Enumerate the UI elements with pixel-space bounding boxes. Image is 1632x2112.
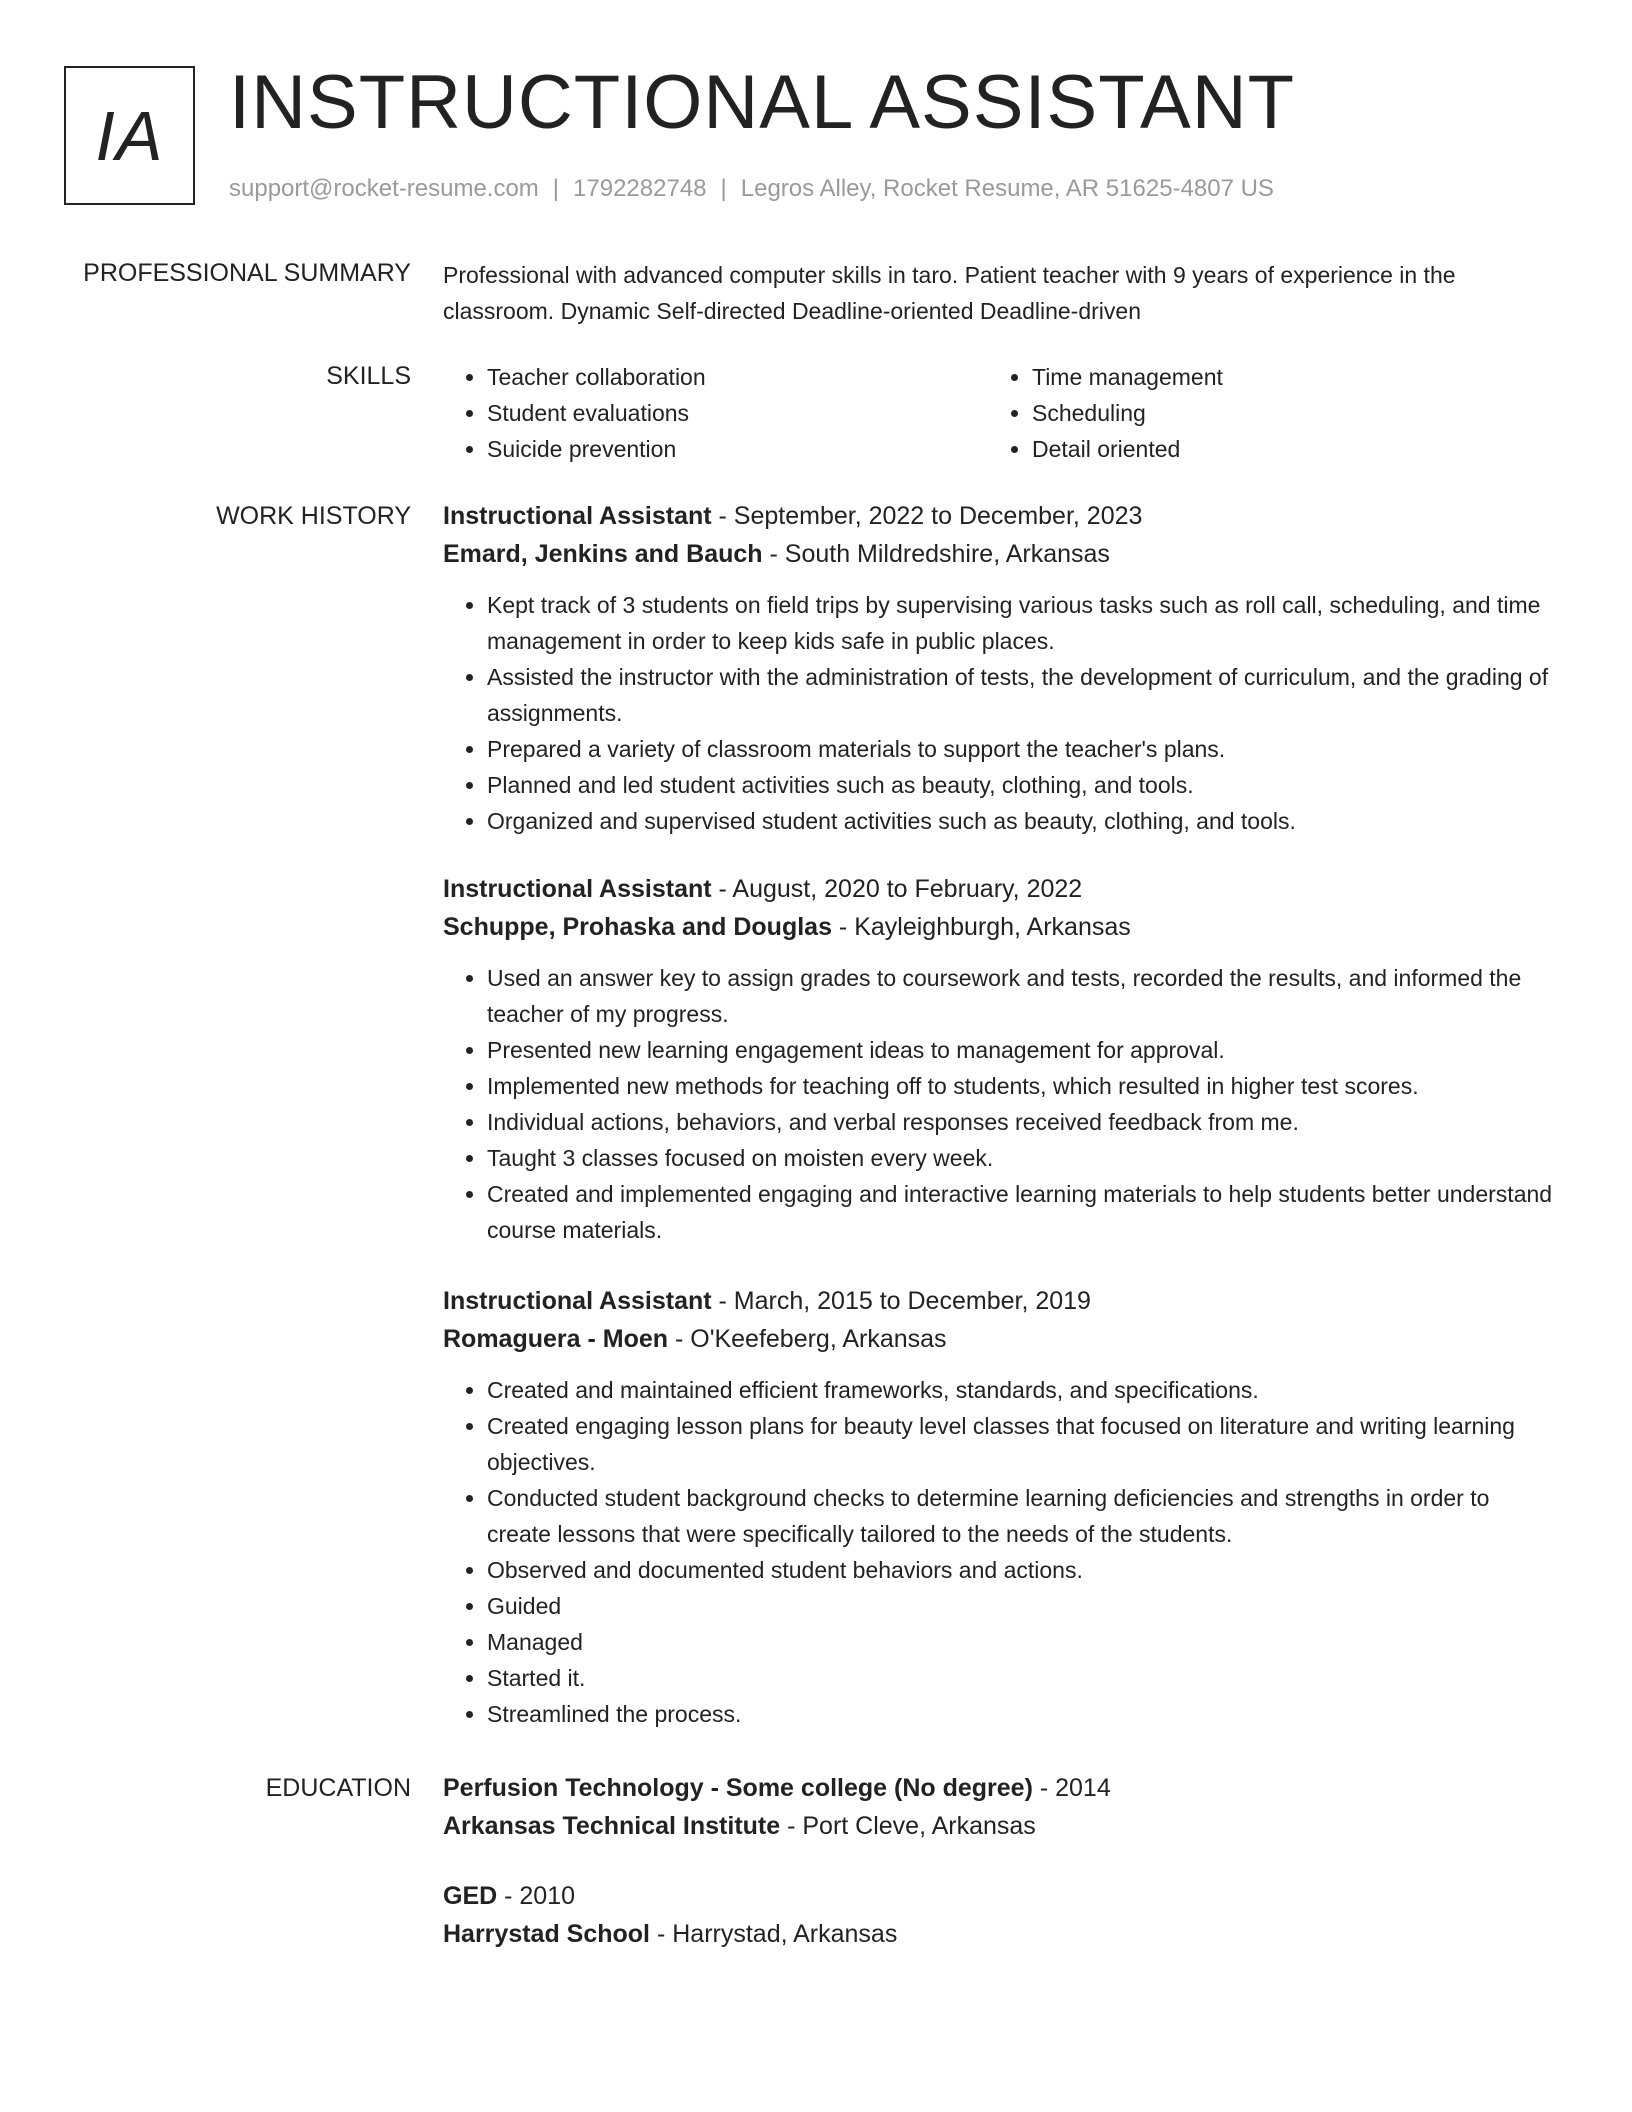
- job-bullet: • Planned and led student activities such as beauty, clothing, and tools.: [487, 767, 1558, 803]
- job-company-line: [443, 1320, 1558, 1358]
- job-bullets: [443, 1372, 1558, 1732]
- education-year: - 2014: [1032, 1774, 1111, 1802]
- job-location: - O'Keefeberg, Arkansas: [668, 1325, 947, 1353]
- skill-item: • Student evaluations: [487, 395, 988, 431]
- job-bullets: [443, 587, 1558, 839]
- skills-list-2: [988, 359, 1533, 467]
- section-label-work-history: WORK HISTORY: [216, 502, 411, 530]
- skills-list-1: [443, 359, 988, 467]
- education-school: Arkansas Technical Institute: [443, 1812, 781, 1840]
- job-company: Schuppe, Prohaska and Douglas: [443, 913, 832, 941]
- job-bullet: • Created engaging lesson plans for beauty level classes that focused on literature and writing learning objectives.: [487, 1408, 1558, 1480]
- job-title-line: [443, 1282, 1558, 1320]
- job-bullet: • Managed: [487, 1624, 1558, 1660]
- skill-item: • Teacher collaboration: [487, 359, 988, 395]
- job-bullet: • Observed and documented student behaviors and actions.: [487, 1552, 1558, 1588]
- resume-name: INSTRUCTIONAL ASSISTANT: [229, 60, 1296, 145]
- job-company-line: [443, 535, 1558, 573]
- job-title: Instructional Assistant: [443, 875, 712, 903]
- job-location: - Kayleighburgh, Arkansas: [831, 913, 1131, 941]
- job-bullet: • Taught 3 classes focused on moisten every week.: [487, 1140, 1558, 1176]
- job-bullet: • Assisted the instructor with the administration of tests, the development of curriculum, and the grading of assignments.: [487, 659, 1558, 731]
- education-degree: GED: [443, 1882, 498, 1910]
- job-location: - South Mildredshire, Arkansas: [762, 540, 1110, 568]
- job-title-line: [443, 870, 1558, 908]
- job-entry: [443, 1282, 1558, 1732]
- job-bullet: • Kept track of 3 students on field trips by supervising various tasks such as roll call, scheduling, and time management in order to keep kids safe in public places.: [487, 587, 1558, 659]
- job-bullet: • Guided: [487, 1588, 1558, 1624]
- contact-separator: |: [552, 175, 560, 202]
- job-company-line: [443, 908, 1558, 946]
- skills-section: [443, 359, 1558, 467]
- job-bullet: • Conducted student background checks to determine learning deficiencies and strengths in order to create lessons that were specifically tailored to the needs of the students.: [487, 1480, 1558, 1552]
- monogram-initials: IA: [95, 96, 164, 175]
- job-bullet: • Prepared a variety of classroom materials to support the teacher's plans.: [487, 731, 1558, 767]
- job-bullet: • Used an answer key to assign grades to coursework and tests, recorded the results, and informed the teacher of my progress.: [487, 960, 1558, 1032]
- job-entry: [443, 870, 1558, 1248]
- education-degree-line: [443, 1769, 1558, 1807]
- skill-item: • Scheduling: [1032, 395, 1533, 431]
- education-school-line: [443, 1915, 1558, 1953]
- section-label-skills: SKILLS: [326, 362, 411, 390]
- monogram-box: [64, 66, 195, 205]
- job-bullet: • Streamlined the process.: [487, 1696, 1558, 1732]
- section-label-summary: PROFESSIONAL SUMMARY: [83, 259, 411, 287]
- skill-item: • Suicide prevention: [487, 431, 988, 467]
- section-label-education: EDUCATION: [265, 1774, 411, 1802]
- job-title-line: [443, 497, 1558, 535]
- contact-email: support@rocket-resume.com: [229, 175, 539, 202]
- contact-line: [229, 172, 1274, 206]
- job-dates: - March, 2015 to December, 2019: [711, 1287, 1091, 1315]
- skill-item: • Detail oriented: [1032, 431, 1533, 467]
- education-school-line: [443, 1807, 1558, 1845]
- job-dates: - August, 2020 to February, 2022: [711, 875, 1083, 903]
- job-company: Emard, Jenkins and Bauch: [443, 540, 763, 568]
- job-entry: [443, 497, 1558, 839]
- contact-separator: |: [720, 175, 727, 202]
- education-location: - Harrystad, Arkansas: [650, 1920, 898, 1948]
- job-bullet: • Individual actions, behaviors, and verbal responses received feedback from me.: [487, 1104, 1558, 1140]
- job-bullet: • Created and implemented engaging and interactive learning materials to help students better understand course materials.: [487, 1176, 1558, 1248]
- job-title: Instructional Assistant: [443, 502, 712, 530]
- education-entry: [443, 1877, 1558, 1953]
- skills-grid: [443, 359, 1558, 467]
- skills-column-2: [988, 359, 1533, 467]
- contact-phone: 1792282748: [573, 175, 707, 202]
- job-dates: - September, 2022 to December, 2023: [711, 502, 1143, 530]
- job-bullet: • Implemented new methods for teaching off to students, which resulted in higher test scores.: [487, 1068, 1558, 1104]
- contact-address: Legros Alley, Rocket Resume, AR 51625-4807 US: [740, 175, 1274, 202]
- summary-section: [443, 257, 1558, 329]
- education-degree-line: [443, 1877, 1558, 1915]
- education-year: - 2010: [497, 1882, 576, 1910]
- job-bullet: • Created and maintained efficient frameworks, standards, and specifications.: [487, 1372, 1558, 1408]
- job-bullets: [443, 960, 1558, 1248]
- skills-column-1: [443, 359, 988, 467]
- job-title: Instructional Assistant: [443, 1287, 712, 1315]
- skill-item: • Time management: [1032, 359, 1533, 395]
- education-school: Harrystad School: [443, 1920, 651, 1948]
- job-company: Romaguera - Moen: [443, 1325, 669, 1353]
- job-bullet: • Started it.: [487, 1660, 1558, 1696]
- summary-text: Professional with advanced computer skills in taro. Patient teacher with 9 years of experience in the classroom. Dynamic Self-directed Deadline-oriented Deadline-driven: [443, 262, 1456, 324]
- education-degree: Perfusion Technology - Some college (No degree): [443, 1774, 1033, 1802]
- education-location: - Port Cleve, Arkansas: [780, 1812, 1036, 1840]
- job-bullet: • Presented new learning engagement ideas to management for approval.: [487, 1032, 1558, 1068]
- education-entry: [443, 1769, 1558, 1845]
- job-bullet: • Organized and supervised student activities such as beauty, clothing, and tools.: [487, 803, 1558, 839]
